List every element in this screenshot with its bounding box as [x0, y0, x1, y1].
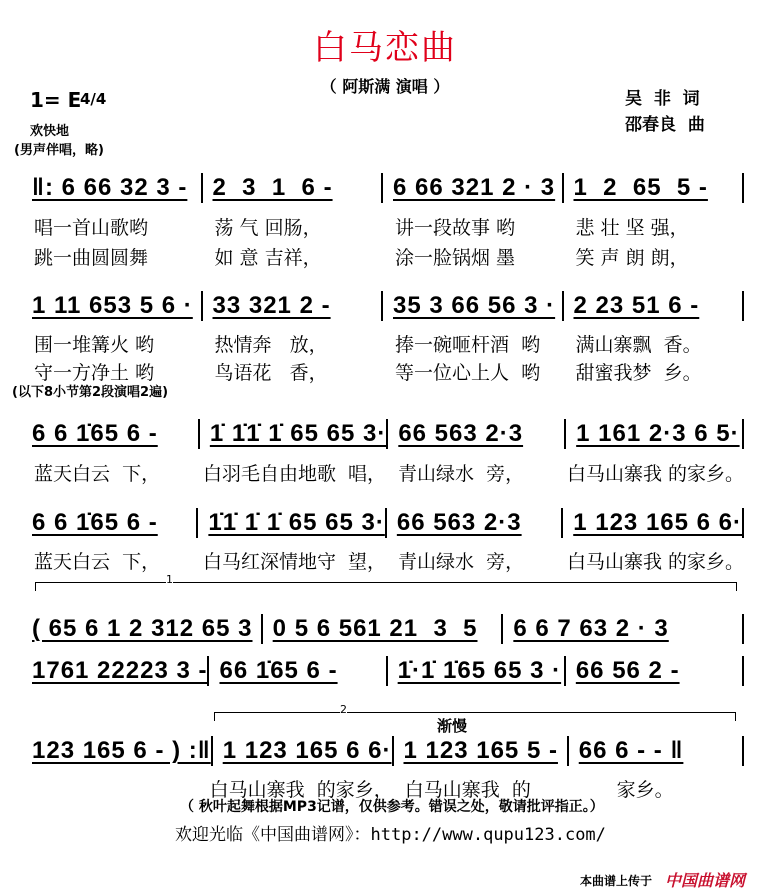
key-signature: 1= E: [30, 88, 82, 112]
measure: 1 2 65 5 -: [573, 174, 708, 201]
measure: ‖: 6 66 32 3 -: [32, 174, 188, 201]
lyric-segment: 跳一曲圆圆舞: [34, 247, 149, 269]
transcription-credit: （ 秋叶起舞根据MP3记谱，仅供参考。错误之处，敬请批评指正。）: [180, 799, 604, 815]
lyric-segment: 围一堆篝火 哟: [34, 334, 155, 356]
lyric-segment: 白马山寨我 的家乡，: [209, 779, 393, 801]
lyric-segment: 白马山寨我 的家乡。: [566, 463, 745, 485]
measure: 1 161 2·3 6 5·: [576, 420, 740, 447]
lyric-segment: 鸟语花 香，: [214, 362, 328, 384]
measure: 2 3 1 6 -: [212, 174, 333, 201]
lyric-segment: [22, 775, 198, 802]
measure: 2 23 51 6 -: [573, 292, 700, 319]
lyric-segment: 捧一碗咂杆酒 哟: [395, 334, 541, 356]
lyric-segment: 蓝天白云 下，: [34, 463, 161, 485]
bar-line: [742, 614, 744, 644]
website-link[interactable]: 欢迎光临《中国曲谱网》：http://www.qupu123.com/: [175, 825, 606, 845]
lyric-segment: 守一方净土 哟: [34, 362, 155, 384]
lyric-segment: 青山绿水 旁，: [398, 551, 525, 573]
lyric-segment: 家乡。: [580, 779, 674, 801]
measure: 1 11 653 5 6 ·: [32, 292, 193, 319]
bar-line: [742, 508, 744, 538]
performer: （ 阿斯满 演唱 ）: [320, 77, 450, 96]
lyric-segment: 笑 声 朗 朗，: [575, 247, 689, 269]
lyrics-line: [22, 459, 744, 486]
section-note: (以下8小节第2段演唱2遍): [12, 385, 169, 400]
music-staff-row: [22, 735, 744, 767]
measure: 123 165 6 - ) :‖: [32, 737, 211, 764]
measure: 6 6 1̇65 6 -: [32, 420, 158, 447]
measure: ( 65 6 1 2 312 65 3: [32, 615, 253, 642]
volta-bracket-1: [35, 573, 737, 591]
lyric-segment: 青山绿水 旁，: [398, 463, 525, 485]
lyrics-line: [22, 213, 744, 240]
bar-line: [742, 419, 744, 449]
measure: 6 66 321 2 · 3: [393, 174, 556, 201]
measure: 66 1̇65 6 -: [219, 657, 338, 684]
measure: 1 123 165 6 6·: [573, 509, 743, 536]
lyric-segment: 白马红深情地守 望，: [202, 551, 387, 573]
site-logo: 中国曲谱网: [665, 871, 746, 890]
lyric-segment: 等一位心上人 哟: [395, 362, 541, 384]
lyricist: 吴 非 词: [625, 89, 700, 109]
lyric-segment: 白马山寨我 的: [404, 779, 531, 801]
bar-line: [742, 173, 744, 203]
music-staff-row: [22, 290, 744, 322]
measure: 1 123 165 5 -: [403, 737, 558, 764]
measure: 66 563 2·3: [396, 509, 522, 536]
lyric-segment: 蓝天白云 下，: [34, 551, 161, 573]
music-staff-row: [22, 655, 744, 687]
lyric-segment: 涂一脸锅烟 墨: [395, 247, 516, 269]
measure: 6 6 1̇65 6 -: [32, 509, 158, 536]
lyrics-line: [22, 547, 744, 574]
lyric-segment: 如 意 吉祥，: [214, 247, 322, 269]
lyric-segment: 白马山寨我 的家乡。: [566, 551, 745, 573]
measure: 1̇ 1̇1̇ 1̇ 65 65 3·: [209, 420, 387, 447]
volta-bracket-2: [214, 703, 736, 721]
music-staff-row: [22, 507, 744, 539]
measure: 35 3 66 56 3 ·: [393, 292, 556, 319]
lyric-segment: 白羽毛自由地歌 唱，: [202, 463, 387, 485]
time-signature: 4/4: [80, 90, 107, 108]
volta-number: 1: [166, 573, 173, 586]
lyric-segment: 甜蜜我梦 乡。: [575, 362, 702, 384]
measure: 33 321 2 -: [212, 292, 331, 319]
lyric-segment: 满山寨飘 香。: [575, 334, 702, 356]
measure: 66 563 2·3: [398, 420, 524, 447]
composer: 邵春良 曲: [625, 115, 705, 135]
music-staff-row: [22, 613, 744, 645]
measure: 1 123 165 6 6·: [222, 737, 392, 764]
measure: 66 6 - - ‖: [578, 737, 684, 764]
measure: 1̇·1̇ 1̇65 65 3 ·: [397, 657, 562, 684]
measure: 1̇1̇ 1̇ 1̇ 65 65 3·: [208, 509, 385, 536]
tempo-marking: 欢快地: [30, 124, 70, 139]
song-title: 白马恋曲: [313, 28, 457, 68]
measure: 1761 22223 3 -: [32, 657, 208, 684]
lyric-segment: 热情奔 放，: [214, 334, 328, 356]
lyric-segment: 悲 壮 坚 强，: [575, 217, 689, 239]
lyric-segment: 唱一首山歌哟: [34, 217, 149, 239]
tempo-change: 渐慢: [437, 717, 468, 735]
music-staff-row: [22, 418, 744, 450]
music-staff-row: [22, 172, 744, 204]
lyric-segment: 荡 气 回肠，: [214, 217, 322, 239]
bar-line: [742, 656, 744, 686]
measure: 6 6 7 63 2 · 3: [513, 615, 669, 642]
lyrics-line: [22, 243, 744, 270]
upload-note: 本曲谱上传于: [580, 874, 653, 888]
lyric-segment: 讲一段故事 哟: [395, 217, 516, 239]
lyrics-line: [22, 330, 744, 357]
measure: 0 5 6 561 21 3 5: [272, 615, 478, 642]
measure: 66 56 2 -: [575, 657, 680, 684]
bar-line: [742, 736, 744, 766]
bar-line: [742, 291, 744, 321]
volta-number: 2: [340, 703, 347, 716]
performance-note: (男声伴唱，略): [14, 143, 104, 158]
